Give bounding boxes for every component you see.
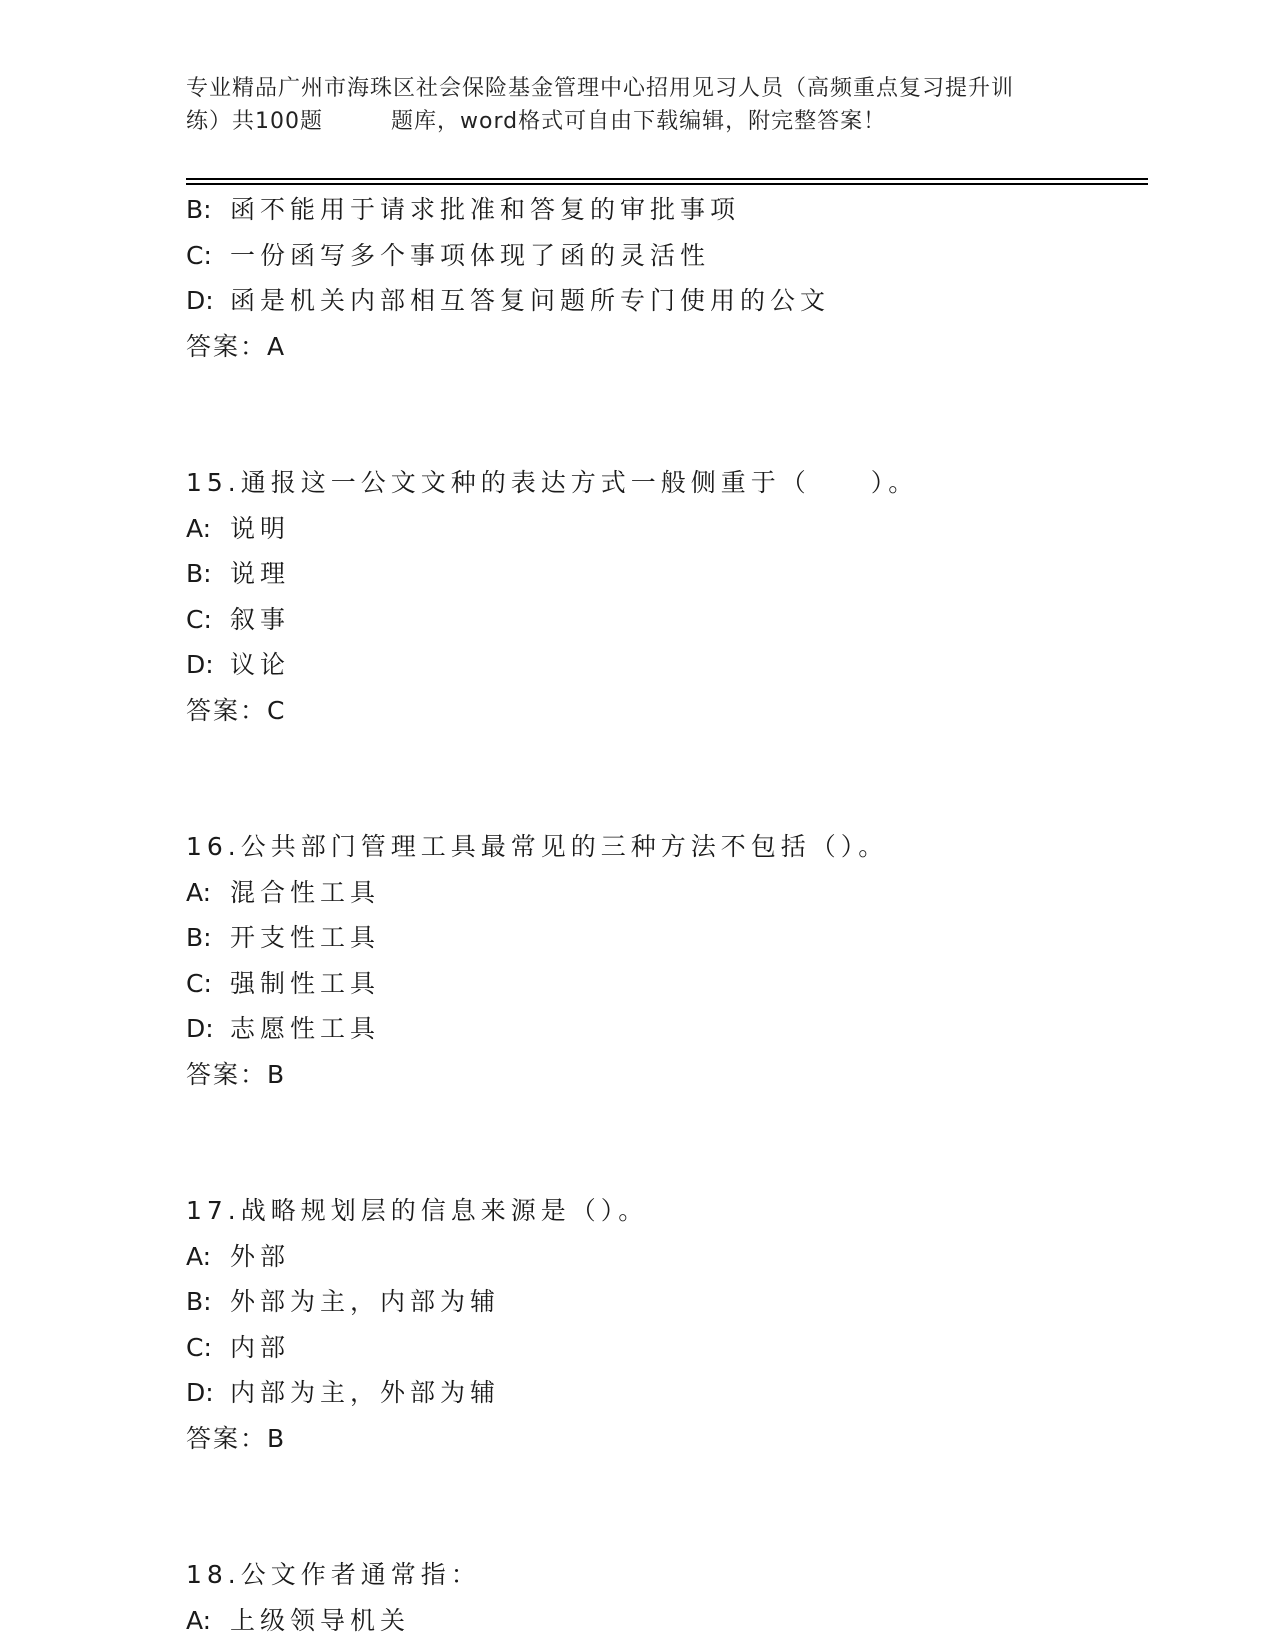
option-c: C: 一份函写多个事项体现了函的灵活性: [186, 240, 711, 270]
document-header: [186, 72, 1086, 138]
option-b: B: 函不能用于请求批准和答复的审批事项: [186, 195, 741, 224]
answer-line: 答案：B: [186, 1059, 287, 1089]
option-c: C: 强制性工具: [186, 968, 381, 998]
option-b: B: 开支性工具: [186, 923, 381, 952]
header-rule-bottom: [186, 183, 1148, 185]
header-line-2-end: 题库，word格式可自由下载编辑，附完整答案！: [391, 109, 887, 134]
question-title: 16.公共部门管理工具最常见的三种方法不包括（）。: [186, 832, 889, 861]
option-d: D: 函是机关内部相互答复问题所专门使用的公文: [186, 286, 831, 315]
header-line-1: 专业精品广州市海珠区社会保险基金管理中心招用见习人员（高频重点复习提升训: [186, 76, 1015, 101]
question-15-block: [186, 460, 1148, 733]
question-17-block: [186, 1188, 1148, 1461]
option-d: D: 内部为主，外部为辅: [186, 1378, 501, 1407]
question-list: [186, 187, 1148, 1643]
option-c: C: 叙事: [186, 604, 291, 634]
option-a: A: 外部: [186, 1241, 291, 1271]
answer-line: 答案：B: [186, 1423, 287, 1453]
option-a: A: 说明: [186, 513, 291, 543]
question-16-block: [186, 824, 1148, 1097]
question-18-block: [186, 1552, 1148, 1643]
question-title: 17.战略规划层的信息来源是（）。: [186, 1196, 649, 1225]
option-b: B: 外部为主，内部为辅: [186, 1287, 501, 1316]
header-line-2-start: 练）共100题: [186, 109, 323, 134]
option-c: C: 内部: [186, 1332, 291, 1362]
question-title: 15.通报这一公文文种的表达方式一般侧重于（ ）。: [186, 468, 919, 497]
question-title: 18.公文作者通常指：: [186, 1560, 481, 1589]
header-line-2: [186, 105, 1086, 138]
option-a: A: 混合性工具: [186, 877, 381, 907]
header-rule-top: [186, 178, 1148, 180]
option-d: D: 志愿性工具: [186, 1014, 381, 1043]
option-b: B: 说理: [186, 559, 291, 588]
option-a: A: 上级领导机关: [186, 1605, 411, 1635]
answer-line: 答案：C: [186, 695, 287, 725]
question-14-block: [186, 187, 1148, 369]
answer-line: 答案：A: [186, 331, 287, 361]
option-d: D: 议论: [186, 650, 291, 679]
